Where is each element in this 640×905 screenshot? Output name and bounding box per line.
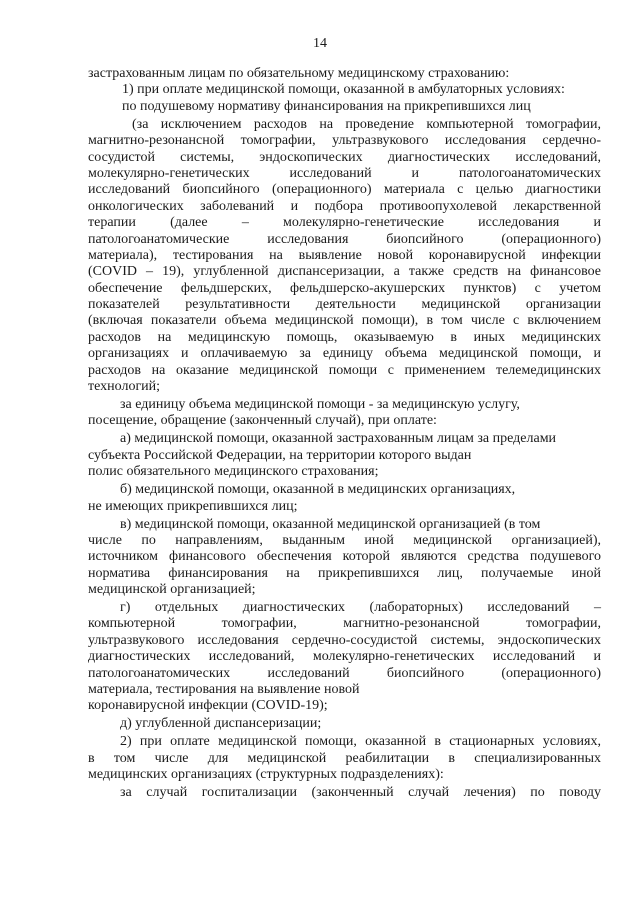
- text-line: компьютерной томографии, магнитно-резонансной томографии,: [88, 616, 601, 632]
- text-line: молекулярно-генетических исследований и патологоанатомических: [88, 165, 601, 181]
- text-line: материала, тестирования на выявление новой: [88, 682, 360, 698]
- page-number: 14: [313, 36, 327, 51]
- document-body: [88, 66, 601, 802]
- text-line: в) медицинской помощи, оказанной медицинской организацией (в том: [120, 516, 541, 532]
- text-line: г) отдельных диагностических (лабораторных) исследований –: [120, 600, 601, 616]
- text-line: магнитно-резонансной томографии, ультразвукового исследования сердечно-: [88, 133, 601, 149]
- text-line: в том числе для медицинской реабилитации в специализированных: [88, 750, 601, 766]
- text-line: онкологических заболеваний и подбора противоопухолевой лекарственной: [88, 198, 601, 214]
- text-line: организациях и оплачиваемую за единицу объема медицинской помощи, и: [88, 346, 601, 362]
- text-line: (за исключением расходов на проведение компьютерной томографии,: [132, 116, 601, 132]
- text-line: а) медицинской помощи, оказанной застрахованным лицам за пределами: [120, 431, 557, 447]
- text-line: субъекта Российской Федерации, на территории которого выдан: [88, 447, 472, 463]
- text-line: технологий;: [88, 379, 161, 395]
- text-line: расходов на оказание медицинской помощи с применением телемедицинских: [88, 362, 601, 378]
- text-line: показателей результативности деятельности медицинской организации: [88, 297, 601, 313]
- text-line: за единицу объема медицинской помощи - за медицинскую услугу,: [120, 397, 520, 412]
- text-line: не имеющих прикрепившихся лиц;: [88, 498, 298, 514]
- text-line: патологоанатомических исследований биопсийного (операционного): [88, 665, 601, 681]
- text-line: 1) при оплате медицинской помощи, оказанной в амбулаторных условиях:: [122, 82, 565, 98]
- text-line: (COVID – 19), углубленной диспансеризации, а также средств на финансовое: [88, 264, 601, 280]
- text-line: расходов на медицинскую помощь, оказываемую в иных медицинских: [88, 329, 601, 345]
- text-line: материала), тестирования на выявление новой коронавирусной инфекции: [88, 247, 601, 263]
- text-line: коронавирусной инфекции (COVID-19);: [88, 698, 328, 714]
- text-line: 2) при оплате медицинской помощи, оказанной в стационарных условиях,: [120, 734, 601, 750]
- text-line: медицинской организацией;: [88, 582, 256, 598]
- text-line: по подушевому нормативу финансирования на прикрепившихся лиц: [122, 98, 531, 114]
- text-line: д) углубленной диспансеризации;: [120, 716, 322, 732]
- text-line: полис обязательного медицинского страхования;: [88, 464, 379, 480]
- text-line: сосудистой системы, эндоскопических диагностических исследований,: [88, 149, 601, 165]
- text-line: обеспечение фельдшерских, фельдшерско-акушерских пунктов) с учетом: [88, 280, 601, 296]
- text-line: застрахованным лицам по обязательному медицинскому страхованию:: [88, 66, 510, 81]
- text-line: терапии (далее – молекулярно-генетические исследования и: [88, 215, 601, 231]
- text-line: посещение, обращение (законченный случай), при оплате:: [88, 413, 437, 429]
- text-line: диагностических исследований, молекулярно-генетических исследований и: [88, 649, 601, 665]
- text-line: за случай госпитализации (законченный случай лечения) по поводу: [120, 785, 601, 801]
- text-line: медицинских организациях (структурных подразделениях):: [88, 767, 444, 783]
- text-line: числе по направлениям, выданным иной медицинской организацией),: [88, 532, 601, 548]
- text-line: (включая показатели объема медицинской помощи), в том числе с включением: [88, 313, 601, 329]
- text-line: норматива финансирования на прикрепившихся лиц, получаемые иной: [88, 565, 601, 581]
- text-line: источником финансового обеспечения которой являются средства подушевого: [88, 549, 601, 565]
- text-line: ультразвукового исследования сердечно-сосудистой системы, эндоскопических: [88, 632, 601, 648]
- text-line: б) медицинской помощи, оказанной в медицинских организациях,: [120, 482, 516, 498]
- text-line: исследований биопсийного (операционного) материала с целью диагностики: [88, 182, 601, 198]
- text-line: патологоанатомические исследования биопсийного (операционного): [88, 231, 601, 247]
